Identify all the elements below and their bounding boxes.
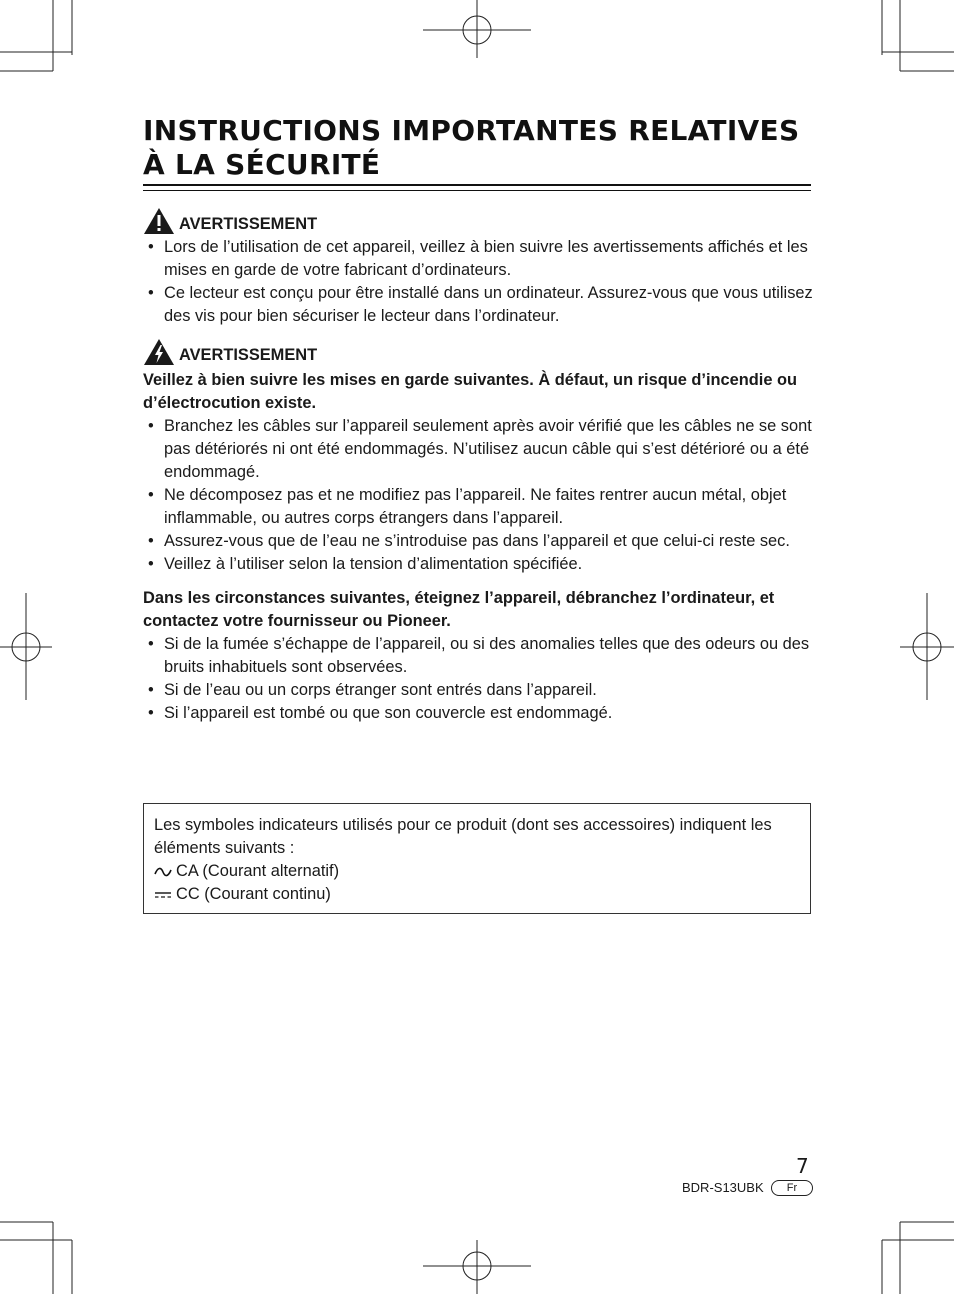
symbols-note-text: Les symboles indicateurs utilisés pour ce produit (dont ses accessoires) indiquent les éléments suivants : bbox=[154, 816, 772, 857]
circumstances-list bbox=[143, 633, 815, 725]
electric-shock-warning-icon bbox=[143, 338, 175, 366]
page-title: INSTRUCTIONS IMPORTANTES RELATIVES À LA SÉCURITÉ bbox=[143, 114, 800, 181]
list-item: • Assurez-vous que de l’eau ne s’introduise pas dans l’appareil et que celui-ci reste sec. bbox=[143, 530, 815, 553]
warning-heading-2 bbox=[143, 337, 815, 367]
list-item: • Branchez les câbles sur l’appareil seulement après avoir vérifié que les câbles ne se sont pas détériorés ni ont été endommagés. N’utilisez aucun câble qui s’est détérioré ou a été endommagé. bbox=[143, 415, 815, 484]
warning-heading-label: AVERTISSEMENT bbox=[179, 214, 318, 233]
language-badge: Fr bbox=[771, 1180, 813, 1196]
title-rule-thin bbox=[143, 190, 811, 191]
list-item: • Lors de l’utilisation de cet appareil, veillez à bien suivre les avertissements affichés et les mises en garde de votre fabricant d’ordinateurs. bbox=[143, 236, 815, 282]
warning-intro: Veillez à bien suivre les mises en garde suivantes. À défaut, un risque d’incendie ou d’électrocution existe. bbox=[143, 371, 798, 412]
list-item: • Veillez à l’utiliser selon la tension d’alimentation spécifiée. bbox=[143, 553, 815, 576]
warning-heading-1 bbox=[143, 206, 815, 236]
list-item: • Si de l’eau ou un corps étranger sont entrés dans l’appareil. bbox=[143, 679, 815, 702]
warning-list-1 bbox=[143, 236, 815, 328]
circumstances-intro: Dans les circonstances suivantes, éteignez l’appareil, débranchez l’ordinateur, et contactez votre fournisseur ou Pioneer. bbox=[143, 589, 775, 630]
page-number: 7 bbox=[796, 1154, 809, 1178]
list-item: • Si de la fumée s’échappe de l’appareil, ou si des anomalies telles que des odeurs ou des bruits inhabituels sont observées. bbox=[143, 633, 815, 679]
direct-current-icon bbox=[154, 889, 172, 901]
dc-symbol-row bbox=[154, 883, 800, 906]
safety-content bbox=[143, 206, 815, 725]
symbols-note-box bbox=[143, 803, 811, 914]
title-rule-thick bbox=[143, 184, 811, 186]
list-item: • Ce lecteur est conçu pour être installé dans un ordinateur. Assurez-vous que vous utilisez des vis pour bien sécuriser le lecteur dans l’ordinateur. bbox=[143, 282, 815, 328]
model-number: BDR-S13UBK bbox=[682, 1180, 764, 1195]
list-item: • Si l’appareil est tombé ou que son couvercle est endommagé. bbox=[143, 702, 815, 725]
warning-list-2 bbox=[143, 415, 815, 576]
alternating-current-icon bbox=[154, 866, 172, 878]
ac-label: CA (Courant alternatif) bbox=[176, 862, 340, 880]
ac-symbol-row bbox=[154, 860, 800, 883]
warning-triangle-icon bbox=[143, 207, 175, 235]
dc-label: CC (Courant continu) bbox=[176, 885, 331, 903]
warning-heading-label: AVERTISSEMENT bbox=[179, 345, 318, 364]
list-item: • Ne décomposez pas et ne modifiez pas l’appareil. Ne faites rentrer aucun métal, objet inflammable, ou autres corps étrangers dans l’appareil. bbox=[143, 484, 815, 530]
